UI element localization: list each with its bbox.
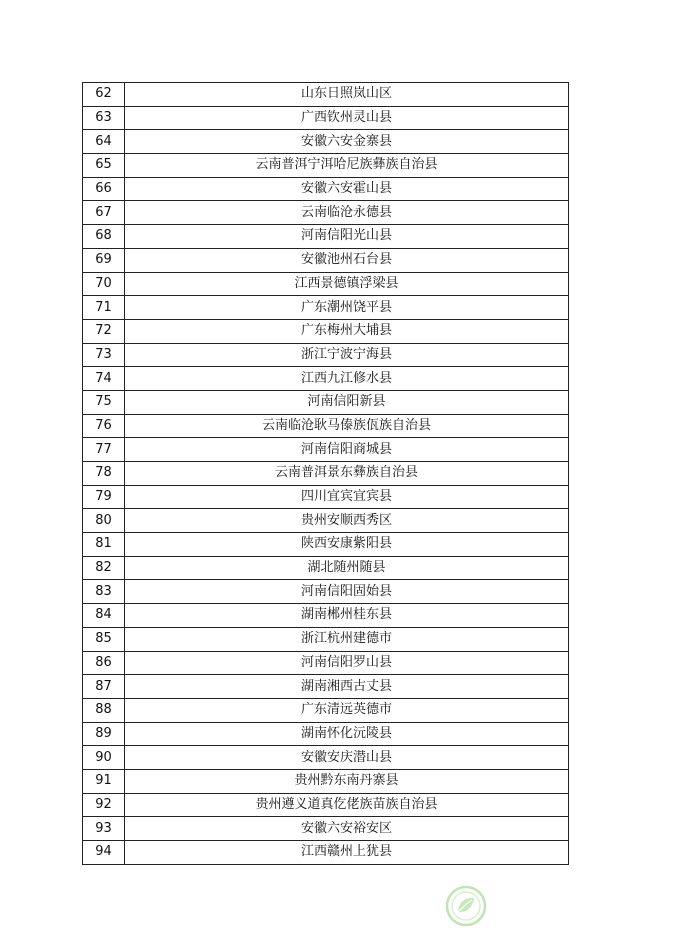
table-body <box>83 83 569 865</box>
row-number: 83 <box>83 580 125 604</box>
table-row <box>83 556 569 580</box>
county-name: 广东清远英德市 <box>125 698 569 722</box>
row-number: 94 <box>83 841 125 865</box>
row-number: 67 <box>83 201 125 225</box>
county-name: 江西九江修水县 <box>125 367 569 391</box>
county-name: 贵州黔东南丹寨县 <box>125 769 569 793</box>
county-name: 河南信阳罗山县 <box>125 651 569 675</box>
table-row <box>83 746 569 770</box>
row-number: 82 <box>83 556 125 580</box>
row-number: 90 <box>83 746 125 770</box>
row-number: 84 <box>83 604 125 628</box>
row-number: 91 <box>83 769 125 793</box>
county-name: 湖南湘西古丈县 <box>125 675 569 699</box>
table-row <box>83 83 569 107</box>
county-name: 江西景德镇浮梁县 <box>125 272 569 296</box>
table-row <box>83 106 569 130</box>
row-number: 87 <box>83 675 125 699</box>
table-row <box>83 343 569 367</box>
row-number: 62 <box>83 83 125 107</box>
table-row <box>83 533 569 557</box>
table-row <box>83 675 569 699</box>
row-number: 78 <box>83 462 125 486</box>
table-row <box>83 201 569 225</box>
table-row <box>83 841 569 865</box>
county-name: 河南信阳商城县 <box>125 438 569 462</box>
row-number: 80 <box>83 509 125 533</box>
table-row <box>83 509 569 533</box>
table-row <box>83 722 569 746</box>
county-name: 河南信阳光山县 <box>125 225 569 249</box>
row-number: 66 <box>83 177 125 201</box>
table-row <box>83 414 569 438</box>
county-name: 安徽池州石台县 <box>125 248 569 272</box>
table-row <box>83 698 569 722</box>
row-number: 64 <box>83 130 125 154</box>
county-name: 山东日照岚山区 <box>125 83 569 107</box>
county-name: 广东潮州饶平县 <box>125 296 569 320</box>
table-row <box>83 272 569 296</box>
row-number: 86 <box>83 651 125 675</box>
county-name: 湖南怀化沅陵县 <box>125 722 569 746</box>
row-number: 72 <box>83 319 125 343</box>
table-row <box>83 793 569 817</box>
county-name: 云南临沧耿马傣族佤族自治县 <box>125 414 569 438</box>
county-name: 贵州遵义道真仡佬族苗族自治县 <box>125 793 569 817</box>
county-name: 安徽六安裕安区 <box>125 817 569 841</box>
county-name: 云南普洱宁洱哈尼族彝族自治县 <box>125 154 569 178</box>
table-row <box>83 390 569 414</box>
row-number: 69 <box>83 248 125 272</box>
leaf-logo-icon <box>444 884 488 928</box>
row-number: 76 <box>83 414 125 438</box>
table-row <box>83 769 569 793</box>
row-number: 65 <box>83 154 125 178</box>
row-number: 79 <box>83 485 125 509</box>
county-name: 湖北随州随县 <box>125 556 569 580</box>
table-row <box>83 438 569 462</box>
table-row <box>83 604 569 628</box>
county-name: 湖南郴州桂东县 <box>125 604 569 628</box>
row-number: 71 <box>83 296 125 320</box>
county-name: 安徽六安金寨县 <box>125 130 569 154</box>
table-row <box>83 817 569 841</box>
row-number: 81 <box>83 533 125 557</box>
row-number: 63 <box>83 106 125 130</box>
table-row <box>83 177 569 201</box>
table-row <box>83 154 569 178</box>
county-list-table <box>82 82 569 865</box>
table-row <box>83 130 569 154</box>
table-row <box>83 651 569 675</box>
county-name: 安徽六安霍山县 <box>125 177 569 201</box>
row-number: 68 <box>83 225 125 249</box>
table-row <box>83 580 569 604</box>
county-name: 贵州安顺西秀区 <box>125 509 569 533</box>
county-name: 云南普洱景东彝族自治县 <box>125 462 569 486</box>
county-name: 安徽安庆潜山县 <box>125 746 569 770</box>
county-name: 四川宜宾宜宾县 <box>125 485 569 509</box>
row-number: 89 <box>83 722 125 746</box>
row-number: 85 <box>83 627 125 651</box>
table-row <box>83 319 569 343</box>
county-name: 云南临沧永德县 <box>125 201 569 225</box>
county-name: 浙江宁波宁海县 <box>125 343 569 367</box>
table-row <box>83 627 569 651</box>
county-name: 江西赣州上犹县 <box>125 841 569 865</box>
county-name: 河南信阳固始县 <box>125 580 569 604</box>
row-number: 92 <box>83 793 125 817</box>
county-name: 广东梅州大埔县 <box>125 319 569 343</box>
row-number: 70 <box>83 272 125 296</box>
table-row <box>83 296 569 320</box>
row-number: 93 <box>83 817 125 841</box>
table-row <box>83 462 569 486</box>
table-row <box>83 248 569 272</box>
row-number: 88 <box>83 698 125 722</box>
county-name: 浙江杭州建德市 <box>125 627 569 651</box>
row-number: 77 <box>83 438 125 462</box>
table-row <box>83 225 569 249</box>
county-name: 河南信阳新县 <box>125 390 569 414</box>
table-row <box>83 367 569 391</box>
row-number: 73 <box>83 343 125 367</box>
row-number: 74 <box>83 367 125 391</box>
county-name: 广西钦州灵山县 <box>125 106 569 130</box>
table-row <box>83 485 569 509</box>
county-name: 陕西安康紫阳县 <box>125 533 569 557</box>
row-number: 75 <box>83 390 125 414</box>
county-list-table-wrap <box>82 82 568 865</box>
